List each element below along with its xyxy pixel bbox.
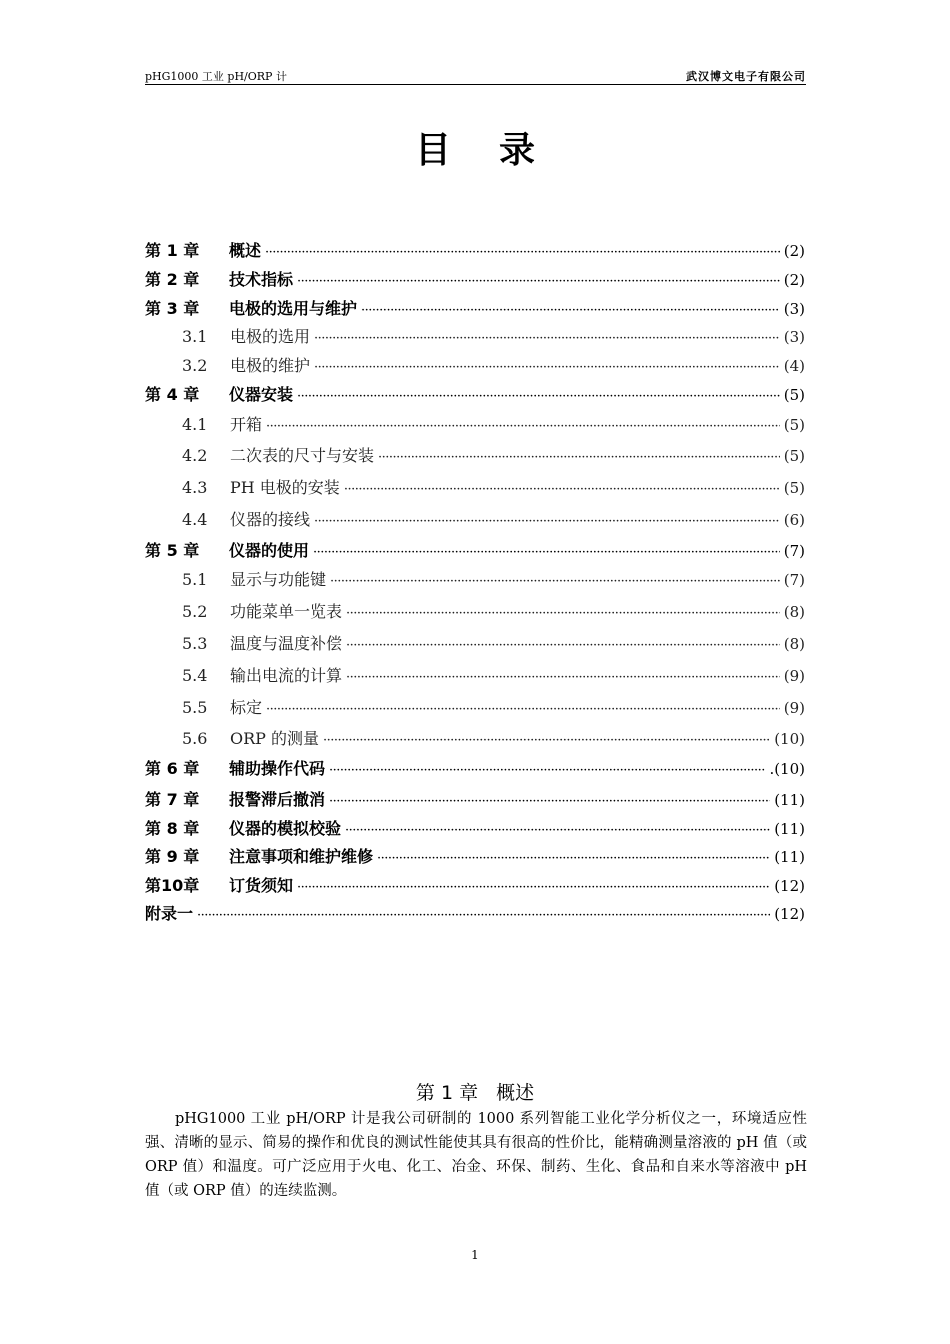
header-company-name: 武汉博文电子有限公司 — [686, 70, 806, 83]
toc-entry-page: (2) — [783, 242, 805, 260]
toc-entry-section-5-6[interactable] — [182, 726, 805, 748]
dot-leader — [361, 303, 780, 318]
dot-leader — [265, 245, 780, 260]
toc-entry-page: (7) — [783, 571, 805, 589]
toc-entry-label: 功能菜单一览表 — [230, 602, 343, 621]
dot-leader — [346, 670, 780, 685]
toc-entry-page: (4) — [783, 357, 805, 375]
toc-entry-appendix-1[interactable] — [145, 901, 805, 923]
toc-title: 目录 — [414, 130, 583, 171]
toc-entry-number: 5.2 — [182, 602, 208, 621]
toc-entry-section-5-5[interactable] — [182, 695, 805, 717]
dot-leader — [346, 606, 780, 621]
toc-entry-section-5-3[interactable] — [182, 631, 805, 653]
toc-entry-label: 电极的选用与维护 — [229, 299, 358, 318]
toc-entry-chapter-5[interactable] — [145, 538, 805, 560]
toc-entry-chapter-7[interactable] — [145, 787, 805, 809]
toc-entry-chapter-3[interactable] — [145, 296, 805, 318]
toc-entry-label: ORP 的测量 — [230, 729, 320, 748]
toc-entry-section-4-4[interactable] — [182, 507, 805, 529]
dot-leader — [297, 389, 780, 404]
toc-entry-page: (10) — [774, 730, 805, 748]
chapter-1-paragraph: pHG1000 工业 pH/ORP 计是我公司研制的 1000 系列智能工业化学分析仪之一，环境适应性强、清晰的显示、简易的操作和优良的测试性能使其具有很高的性价比，能精确测量溶液的 pH 值（或 ORP 值）和温度。可广泛应用于火电、化工、冶金、环保、制药、生化、食品和自来水等溶液中 pH 值（或 ORP 值）的连续监测。 — [145, 1111, 807, 1199]
toc-entry-label: 概述 — [229, 241, 262, 260]
toc-entry-label: 电极的选用 — [230, 327, 311, 346]
toc-entry-chapter-1[interactable] — [145, 238, 805, 260]
toc-entry-number: 第 3 章 — [145, 299, 200, 318]
toc-entry-number: 第 7 章 — [145, 790, 200, 809]
toc-entry-page: (5) — [783, 479, 805, 497]
toc-entry-label: 技术指标 — [229, 270, 294, 289]
toc-entry-number: 第 9 章 — [145, 847, 200, 866]
toc-entry-label: 订货须知 — [229, 876, 294, 895]
dot-leader — [266, 419, 780, 434]
dot-leader — [313, 545, 780, 560]
toc-entry-page: (5) — [783, 447, 805, 465]
toc-entry-section-4-3[interactable] — [182, 475, 805, 497]
page-number: 1 — [471, 1248, 479, 1262]
toc-entry-number: 5.3 — [182, 634, 208, 653]
toc-entry-section-5-1[interactable] — [182, 567, 805, 589]
toc-entry-number: 第 6 章 — [145, 759, 200, 778]
toc-entry-page: (5) — [783, 416, 805, 434]
toc-entry-number: 第 8 章 — [145, 819, 200, 838]
toc-entry-label: PH 电极的安装 — [230, 478, 340, 497]
toc-entry-label: 仪器安装 — [229, 385, 294, 404]
toc-entry-page: (7) — [783, 542, 805, 560]
dot-leader — [330, 574, 780, 589]
dot-leader — [314, 331, 780, 346]
dot-leader — [329, 794, 770, 809]
toc-entry-section-3-2[interactable] — [182, 353, 805, 375]
toc-entry-number: 4.2 — [182, 446, 208, 465]
dot-leader — [266, 702, 780, 717]
toc-entry-page: .(10) — [769, 760, 805, 778]
dot-leader — [323, 733, 770, 748]
toc-entry-number: 第 2 章 — [145, 270, 200, 289]
toc-entry-page: (6) — [783, 511, 805, 529]
header-product-name: pHG1000 工业 pH/ORP 计 — [145, 70, 287, 83]
toc-entry-label: 仪器的使用 — [229, 541, 310, 560]
toc-entry-label: 电极的维护 — [230, 356, 311, 375]
chapter-1-heading — [0, 1078, 950, 1105]
dot-leader — [329, 763, 765, 778]
dot-leader — [314, 514, 780, 529]
toc-entry-number: 5.6 — [182, 729, 208, 748]
toc-entry-number: 5.1 — [182, 570, 208, 589]
toc-entry-chapter-8[interactable] — [145, 816, 805, 838]
dot-leader — [297, 274, 780, 289]
toc-entry-number: 第 4 章 — [145, 385, 200, 404]
dot-leader — [345, 823, 770, 838]
toc-entry-number: 第 5 章 — [145, 541, 200, 560]
toc-entry-label: 仪器的模拟校验 — [229, 819, 342, 838]
dot-leader — [297, 880, 770, 895]
toc-entry-chapter-2[interactable] — [145, 267, 805, 289]
toc-entry-number: 4.4 — [182, 510, 208, 529]
toc-entry-page: (3) — [783, 300, 805, 318]
chapter-1-heading-number: 第 1 章 — [415, 1082, 479, 1104]
toc-entry-label: 温度与温度补偿 — [230, 634, 343, 653]
toc-entry-label: 仪器的接线 — [230, 510, 311, 529]
toc-entry-number: 第 1 章 — [145, 241, 200, 260]
toc-entry-label: 输出电流的计算 — [230, 666, 343, 685]
toc-entry-chapter-9[interactable] — [145, 844, 805, 866]
toc-entry-section-3-1[interactable] — [182, 324, 805, 346]
toc-entry-number: 5.4 — [182, 666, 208, 685]
dot-leader — [377, 851, 770, 866]
dot-leader — [197, 908, 770, 923]
toc-entry-chapter-6[interactable] — [145, 756, 805, 778]
toc-entry-label: 报警滞后撤消 — [229, 790, 326, 809]
toc-entry-number: 第10章 — [145, 876, 200, 895]
toc-entry-page: (8) — [783, 603, 805, 621]
toc-entry-page: (12) — [774, 905, 805, 923]
toc-entry-page: (11) — [774, 820, 805, 838]
toc-entry-page: (2) — [783, 271, 805, 289]
toc-entry-page: (11) — [774, 791, 805, 809]
toc-entry-label: 附录一 — [145, 904, 194, 923]
dot-leader — [344, 482, 780, 497]
dot-leader — [314, 360, 780, 375]
toc-entry-page: (3) — [783, 328, 805, 346]
toc-entry-number: 5.5 — [182, 698, 208, 717]
toc-entry-page: (8) — [783, 635, 805, 653]
toc-entry-label: 注意事项和维护维修 — [229, 847, 374, 866]
toc-entry-section-5-2[interactable] — [182, 599, 805, 621]
toc-entry-section-4-2[interactable] — [182, 443, 805, 465]
toc-entry-page: (12) — [774, 877, 805, 895]
toc-entry-chapter-4[interactable] — [145, 382, 805, 404]
chapter-1-heading-title: 概述 — [496, 1082, 535, 1104]
toc-entry-label: 辅助操作代码 — [229, 759, 326, 778]
toc-entry-page: (5) — [783, 386, 805, 404]
toc-entry-number: 4.1 — [182, 415, 208, 434]
toc-entry-page: (9) — [783, 667, 805, 685]
toc-entry-label: 二次表的尺寸与安装 — [230, 446, 375, 465]
page-header — [145, 66, 806, 85]
toc-entry-label: 标定 — [230, 698, 263, 717]
toc-entry-label: 显示与功能键 — [230, 570, 327, 589]
toc-entry-section-4-1[interactable] — [182, 412, 805, 434]
toc-entry-chapter-10[interactable] — [145, 873, 805, 895]
toc-entry-page: (9) — [783, 699, 805, 717]
dot-leader — [378, 450, 780, 465]
toc-entry-number: 3.1 — [182, 327, 208, 346]
toc-entry-label: 开箱 — [230, 415, 263, 434]
toc-entry-number: 4.3 — [182, 478, 208, 497]
toc-entry-page: (11) — [774, 848, 805, 866]
toc-entry-section-5-4[interactable] — [182, 663, 805, 685]
dot-leader — [346, 638, 780, 653]
toc-entry-number: 3.2 — [182, 356, 208, 375]
